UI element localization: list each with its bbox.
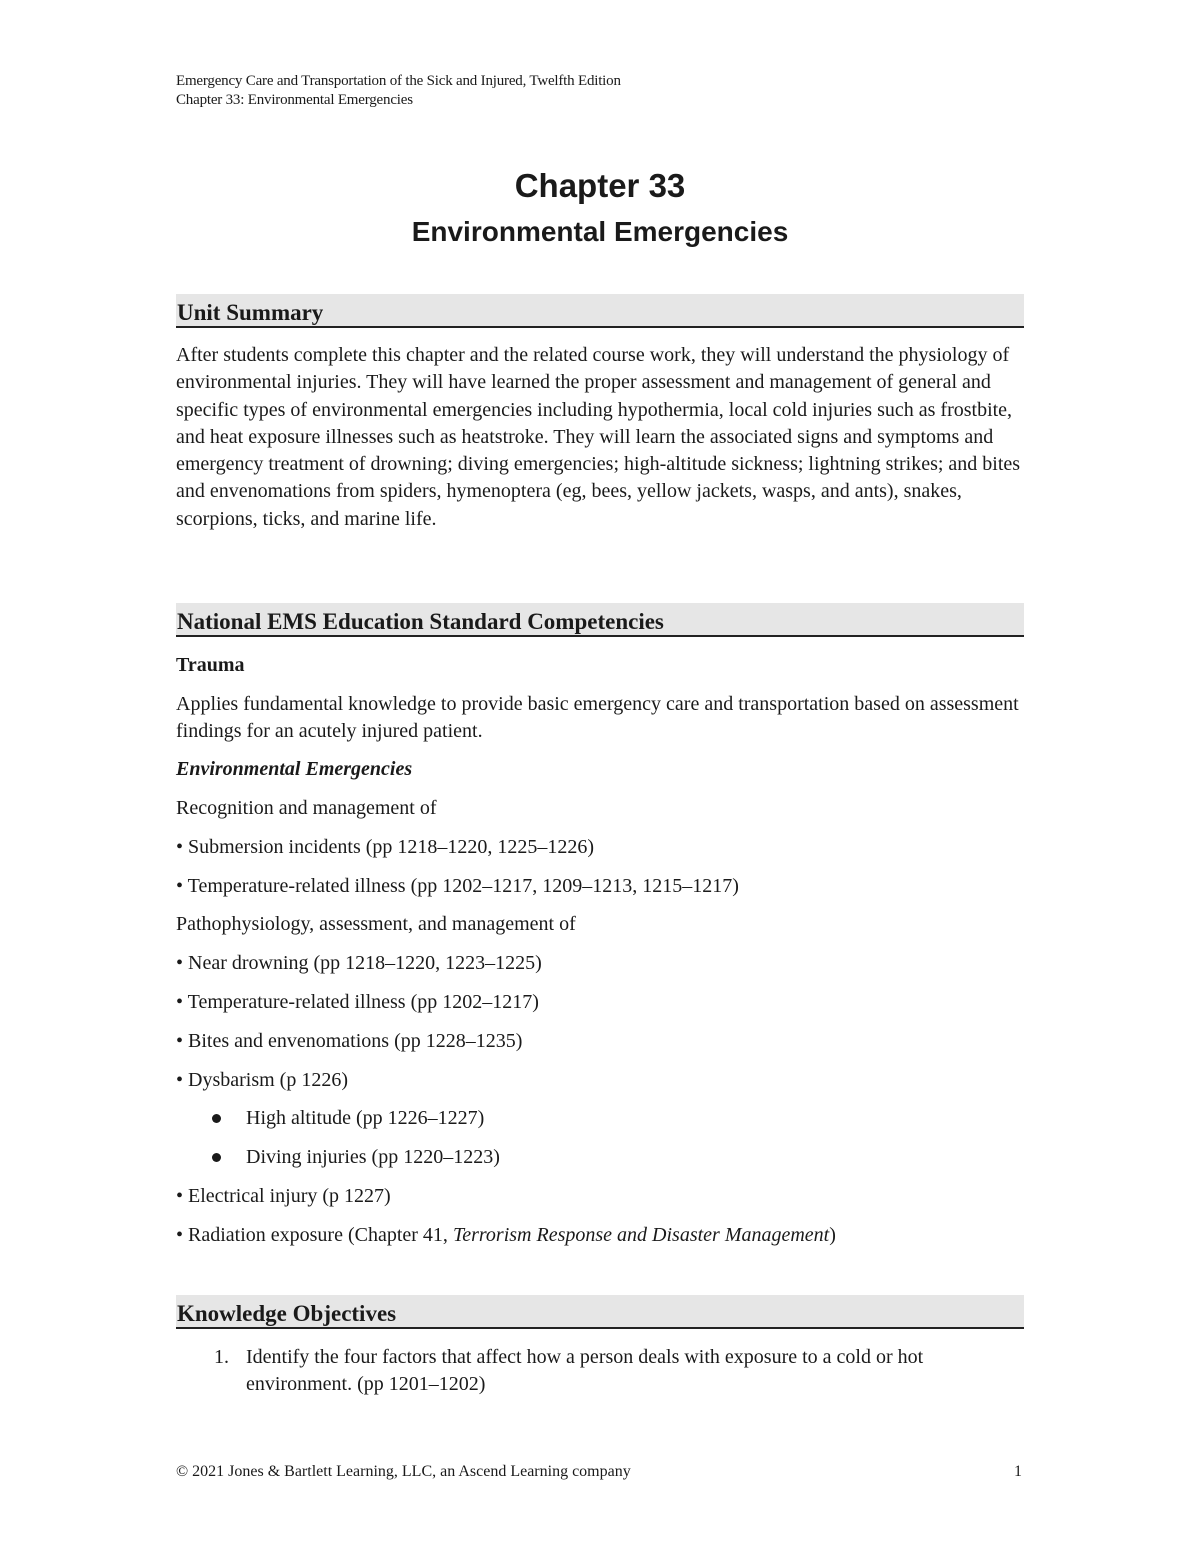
bullet-icon [212,1153,221,1162]
list-item: • Temperature-related illness (pp 1202–1217, 1209–1213, 1215–1217) [176,875,739,897]
list-item: • Temperature-related illness (pp 1202–1217) [176,991,539,1013]
list-item: • Near drowning (pp 1218–1220, 1223–1225) [176,952,542,974]
objective-text: Identify the four factors that affect how a person deals with exposure to a cold or hot environment. (pp 1201–1202) [246,1346,924,1395]
unit-summary-heading: Unit Summary [176,294,1024,328]
sub-list-item: Diving injuries (pp 1220–1223) [246,1146,500,1168]
objective-item [176,1344,1028,1398]
pathophysiology-label: Pathophysiology, assessment, and management of [176,913,576,935]
page-number: 1 [1014,1463,1022,1480]
knowledge-objectives-heading: Knowledge Objectives [176,1295,1024,1329]
chapter-number: Chapter 33 [514,167,686,204]
radiation-prefix: • Radiation exposure (Chapter 41, [176,1224,453,1246]
trauma-intro: Applies fundamental knowledge to provide basic emergency care and transportation based on assessment findings for an acutely injured patient. [176,693,1019,742]
list-item: • Dysbarism (p 1226) [176,1069,348,1091]
running-header [176,72,621,110]
copyright-notice: © 2021 Jones & Bartlett Learning, LLC, an Ascend Learning company [176,1463,631,1480]
objective-number: 1. [214,1346,229,1368]
radiation-chapter-title: Terrorism Response and Disaster Management [452,1224,830,1246]
list-item: • Bites and envenomations (pp 1228–1235) [176,1030,523,1052]
unit-summary-text: After students complete this chapter and the related course work, they will understand the physiology of environmental injuries. They will have learned the proper assessment and management of general and specific types of environmental emergencies including hypothermia, local cold injuries such as frostbite, and heat exposure illnesses such as heatstroke. They will learn the associated signs and symptoms and emergency treatment of drowning; diving emergencies; high-altitude sickness; lightning strikes; and bites and envenomations from spiders, hymenoptera (eg, bees, yellow jackets, wasps, and ants), snakes, scorpions, ticks, and marine life. [176,344,1021,530]
recognition-label: Recognition and management of [176,797,437,819]
chapter-title-block [176,164,1024,250]
page-footer [176,1462,1024,1482]
book-title: Emergency Care and Transportation of the Sick and Injured, Twelfth Edition [176,73,621,89]
competencies-heading: National EMS Education Standard Competencies [176,603,1024,637]
list-item: • Electrical injury (p 1227) [176,1185,391,1207]
radiation-suffix: ) [829,1224,836,1246]
sub-list-item: High altitude (pp 1226–1227) [246,1107,485,1129]
bullet-icon [212,1114,221,1123]
chapter-reference: Chapter 33: Environmental Emergencies [176,92,413,108]
chapter-title: Environmental Emergencies [411,216,789,247]
trauma-subheading: Trauma [176,654,245,676]
list-item-radiation [176,1222,836,1248]
environmental-emergencies-label: Environmental Emergencies [176,758,413,780]
list-item: • Submersion incidents (pp 1218–1220, 1225–1226) [176,836,595,858]
